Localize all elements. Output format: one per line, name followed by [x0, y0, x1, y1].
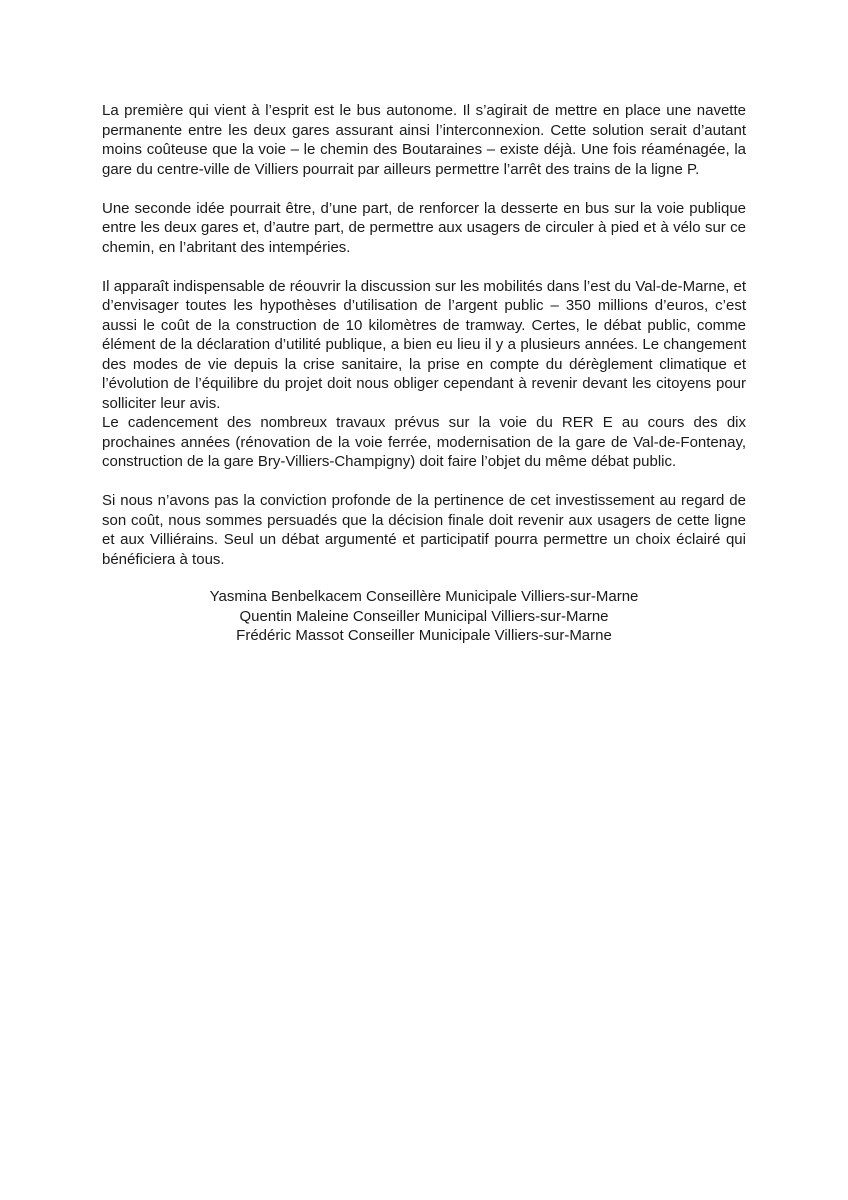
document-body	[102, 101, 746, 569]
signature-line: Yasmina Benbelkacem Conseillère Municipale Villiers-sur-Marne	[209, 588, 639, 605]
paragraph-public-debate: Il apparaît indispensable de réouvrir la discussion sur les mobilités dans l’est du Val-de-Marne, et d’envisager toutes les hypothèses d’utilisation de l’argent public – 350 millions d’euros, c’est aussi le coût de la construction de 10 kilomètres de tramway. Certes, le débat public, comme élément de la déclaration d’utilité publique, a bien eu lieu il y a plusieurs années. Le changement des modes de vie depuis la crise sanitaire, la prise en compte du dérèglement climatique et l’évolution de l’équilibre du projet doit nous obliger cependant à revenir devant les citoyens pour solliciter leur avis.	[102, 277, 746, 412]
paragraph-conclusion: Si nous n’avons pas la conviction profonde de la pertinence de cet investissement au regard de son coût, nous sommes persuadés que la décision finale doit revenir aux usagers de cette ligne et aux Villiérains. Seul un débat argumenté et participatif pourra permettre un choix éclairé qui bénéficiera à tous.	[102, 492, 746, 568]
signature-line: Quentin Maleine Conseiller Municipal Villiers-sur-Marne	[239, 607, 609, 625]
signature-line: Frédéric Massot Conseiller Municipale Villiers-sur-Marne	[236, 627, 612, 644]
paragraph-rer-works: Le cadencement des nombreux travaux prévus sur la voie du RER E au cours des dix prochaines années (rénovation de la voie ferrée, modernisation de la gare de Val-de-Fontenay, construction de la gare Bry-Villiers-Champigny) doit faire l’objet du même débat public.	[102, 414, 746, 470]
signature-block	[102, 587, 746, 646]
paragraph-bus-service: Une seconde idée pourrait être, d’une part, de renforcer la desserte en bus sur la voie publique entre les deux gares et, d’autre part, de permettre aux usagers de circuler à pied et à vélo sur ce chemin, en l’abritant des intempéries.	[102, 199, 746, 256]
paragraph-autonomous-bus: La première qui vient à l’esprit est le bus autonome. Il s’agirait de mettre en place une navette permanente entre les deux gares assurant ainsi l’interconnexion. Cette solution serait d’autant moins coûteuse que la voie – le chemin des Boutaraines – existe déjà. Une fois réaménagée, la gare du centre-ville de Villiers pourrait par ailleurs permettre l’arrêt des trains de la ligne P.	[102, 102, 746, 178]
